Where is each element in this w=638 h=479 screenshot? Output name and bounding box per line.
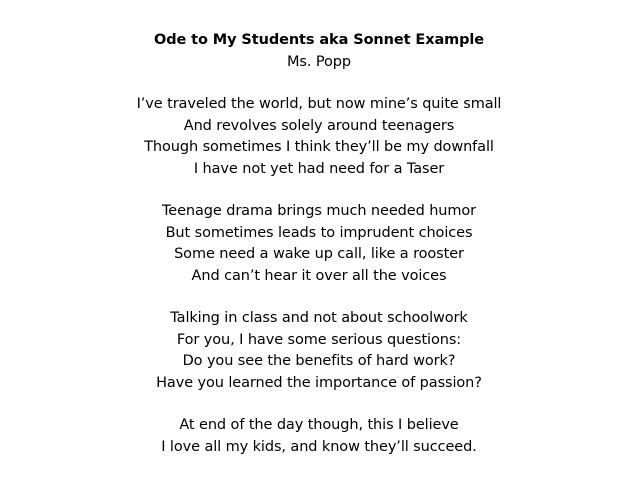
poem	[0, 30, 638, 458]
poem-line: And revolves solely around teenagers	[183, 117, 455, 134]
poem-line: Do you see the benefits of hard work?	[182, 353, 456, 369]
poem-line: But sometimes leads to imprudent choices	[165, 224, 473, 241]
poem-line: I love all my kids, and know they’ll succeed.	[161, 438, 477, 455]
poem-title: Ode to My Students aka Sonnet Example	[153, 32, 485, 48]
stanza-gap	[0, 73, 638, 94]
poem-line: Though sometimes I think they’ll be my downfall	[144, 139, 494, 155]
poem-line: Some need a wake up call, like a rooster	[174, 246, 464, 262]
poem-line: Teenage drama brings much needed humor	[161, 203, 477, 219]
poem-line: For you, I have some serious questions:	[176, 331, 462, 348]
poem-line: I have not yet had need for a Taser	[193, 160, 445, 177]
poem-line: Have you learned the importance of passion?	[156, 374, 482, 391]
poem-author: Ms. Popp	[287, 53, 351, 70]
stanza-gap	[0, 287, 638, 308]
stanza-gap	[0, 180, 638, 201]
poem-line: Talking in class and not about schoolwork	[170, 310, 468, 326]
stanza-gap	[0, 394, 638, 415]
poem-line: And can’t hear it over all the voices	[191, 267, 447, 284]
poem-line: At end of the day though, this I believe	[179, 417, 459, 433]
poem-line: I’ve traveled the world, but now mine’s quite small	[136, 96, 502, 112]
